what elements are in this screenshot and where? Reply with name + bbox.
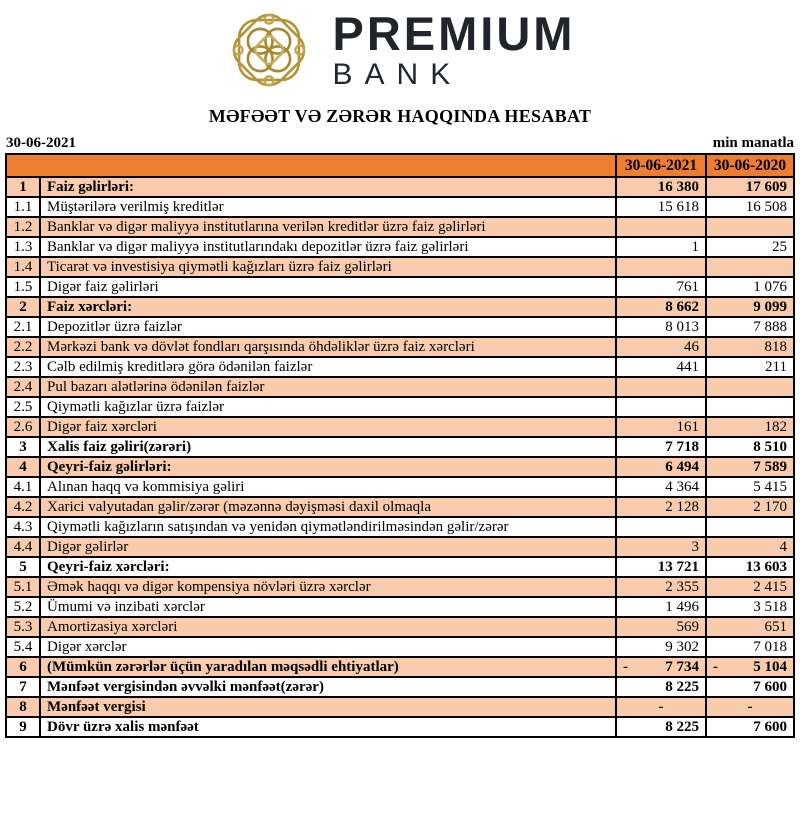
row-label: Ümumi və inzibati xərclər [40,597,616,617]
value-prior: 13 603 [706,557,794,577]
table-row [6,237,794,257]
value-prior: 17 609 [706,177,794,197]
row-number: 1.1 [6,197,40,217]
row-label: (Mümkün zərərlər üçün yaradılan məqsədli ehtiyatlar) [40,657,616,677]
value-current [616,517,706,537]
value-prior [706,257,794,277]
row-label: Xarici valyutadan gəlir/zərər (məzənnə dəyişməsi daxil olmaqla [40,497,616,517]
table-row [6,717,794,737]
row-label: Digər faiz gəlirləri [40,277,616,297]
value-current: 3 [616,537,706,557]
table-row [6,477,794,497]
row-number: 8 [6,697,40,717]
row-number: 1.3 [6,237,40,257]
table-row [6,197,794,217]
value-prior: 651 [706,617,794,637]
minus-sign: - [623,658,628,675]
table-row [6,637,794,657]
value-current: 8 662 [616,297,706,317]
value-prior: 818 [706,337,794,357]
report-meta-row [6,135,794,152]
value-prior: 16 508 [706,197,794,217]
row-label: Dövr üzrə xalis mənfəət [40,717,616,737]
row-number: 4 [6,457,40,477]
value-current: 761 [616,277,706,297]
row-label: Qeyri-faiz xərcləri: [40,557,616,577]
header-column-current: 30-06-2021 [616,154,706,177]
table-row [6,177,794,197]
value-current: 161 [616,417,706,437]
brand-subname: BANK [332,58,463,91]
row-label: Depozitlər üzrə faizlər [40,317,616,337]
value-current: - [616,697,706,717]
value-current: 8 013 [616,317,706,337]
row-number: 1.4 [6,257,40,277]
table-row [6,537,794,557]
value-current: 16 380 [616,177,706,197]
row-label: Mənfəət vergisi [40,697,616,717]
row-number: 4.3 [6,517,40,537]
row-number: 4.4 [6,537,40,557]
row-label: Banklar və digər maliyyə institutlarındakı depozitlər üzrə faiz gəlirləri [40,237,616,257]
table-row [6,397,794,417]
row-number: 7 [6,677,40,697]
value-prior: 8 510 [706,437,794,457]
table-row [6,217,794,237]
header-column-prior: 30-06-2020 [706,154,794,177]
row-label: Qiymətli kağızlar üzrə faizlər [40,397,616,417]
row-label: Müştərilərə verilmiş kreditlər [40,197,616,217]
unit-label: min manatla [712,135,794,151]
value-prior: 7 600 [706,717,794,737]
brand-name: PREMIUM [332,7,576,60]
value-current: 6 494 [616,457,706,477]
row-number: 2.1 [6,317,40,337]
table-row [6,297,794,317]
value-current [616,657,706,677]
value-current: 7 718 [616,437,706,457]
row-number: 6 [6,657,40,677]
header-spacer-cell [6,154,616,177]
value-prior: 211 [706,357,794,377]
value-prior [706,377,794,397]
brand-wordmark [332,7,576,91]
table-row [6,497,794,517]
row-number: 1 [6,177,40,197]
value-current: 569 [616,617,706,637]
value-current: 2 355 [616,577,706,597]
row-number: 2 [6,297,40,317]
table-row [6,377,794,397]
row-label: Xalis faiz gəliri(zərəri) [40,437,616,457]
row-number: 5 [6,557,40,577]
negative-value [713,659,787,676]
table-row [6,457,794,477]
row-label: Digər faiz xərcləri [40,417,616,437]
table-row [6,317,794,337]
row-number: 2.5 [6,397,40,417]
value-current: 8 225 [616,717,706,737]
row-label: Digər gəlirlər [40,537,616,557]
table-row [6,417,794,437]
negative-value [623,659,699,676]
row-number: 4.2 [6,497,40,517]
table-row [6,657,794,677]
value-prior: 7 589 [706,457,794,477]
row-label: Mərkəzi bank və dövlət fondları qarşısında öhdəliklər üzrə faiz xərcləri [40,337,616,357]
value-current: 15 618 [616,197,706,217]
value-prior: 2 415 [706,577,794,597]
table-row [6,617,794,637]
value-current: 46 [616,337,706,357]
row-label: Qeyri-faiz gəlirləri: [40,457,616,477]
table-row [6,517,794,537]
value-prior: 7 600 [706,677,794,697]
row-number: 1.2 [6,217,40,237]
value-prior [706,397,794,417]
value-current: 9 302 [616,637,706,657]
value-prior: 3 518 [706,597,794,617]
table-row [6,577,794,597]
value-current: 8 225 [616,677,706,697]
value-prior: 182 [706,417,794,437]
row-label: Amortizasiya xərcləri [40,617,616,637]
row-label: Banklar və digər maliyyə institutlarına verilən kreditlər üzrə faiz gəlirləri [40,217,616,237]
table-row [6,557,794,577]
row-number: 2.3 [6,357,40,377]
value-number: 5 104 [753,658,787,675]
value-current [616,217,706,237]
row-number: 5.2 [6,597,40,617]
row-label: Əmək haqqı və digər kompensiya növləri üzrə xərclər [40,577,616,597]
brand-header [5,3,795,97]
value-current [616,377,706,397]
report-date: 30-06-2021 [6,135,76,151]
report-title: MƏFƏƏT VƏ ZƏRƏR HAQQINDA HESABAT [208,106,592,126]
table-row [6,677,794,697]
row-label: Digər xərclər [40,637,616,657]
row-number: 5.4 [6,637,40,657]
row-label: Cəlb edilmiş kreditlərə görə ödənilən faizlər [40,357,616,377]
value-current: 13 721 [616,557,706,577]
value-prior: 9 099 [706,297,794,317]
row-number: 2.4 [6,377,40,397]
table-row [6,597,794,617]
table-row [6,697,794,717]
table-row [6,437,794,457]
value-prior: 7 888 [706,317,794,337]
table-row [6,257,794,277]
row-label: Faiz xərcləri: [40,297,616,317]
row-label: Ticarət və investisiya qiymətli kağızları üzrə faiz gəlirləri [40,257,616,277]
minus-sign: - [713,658,718,675]
row-number: 5.3 [6,617,40,637]
value-number: 7 734 [665,658,699,675]
value-prior: 4 [706,537,794,557]
table-row [6,357,794,377]
value-current [616,257,706,277]
table-row [6,277,794,297]
value-current: 441 [616,357,706,377]
value-prior: - [706,697,794,717]
row-label: Alınan haqq və kommisiya gəliri [40,477,616,497]
value-prior: 5 415 [706,477,794,497]
table-row [6,337,794,357]
value-prior [706,657,794,677]
row-label: Faiz gəlirləri: [40,177,616,197]
row-number: 2.6 [6,417,40,437]
value-prior [706,517,794,537]
row-number: 2.2 [6,337,40,357]
value-current: 1 496 [616,597,706,617]
table-header-row [6,154,794,177]
value-current [616,397,706,417]
value-prior: 1 076 [706,277,794,297]
value-current: 4 364 [616,477,706,497]
row-label: Pul bazarı alətlərinə ödənilən faizlər [40,377,616,397]
value-prior: 7 018 [706,637,794,657]
row-number: 4.1 [6,477,40,497]
value-prior: 2 170 [706,497,794,517]
row-number: 1.5 [6,277,40,297]
value-current: 2 128 [616,497,706,517]
value-prior [706,217,794,237]
row-label: Qiymətli kağızların satışından və yenidən qiymətləndirilməsindən gəlir/zərər [40,517,616,537]
row-number: 3 [6,437,40,457]
row-number: 5.1 [6,577,40,597]
row-label: Mənfəət vergisindən əvvəlki mənfəət(zərər) [40,677,616,697]
income-statement-table [5,153,795,738]
row-number: 9 [6,717,40,737]
value-current: 1 [616,237,706,257]
value-prior: 25 [706,237,794,257]
premium-bank-knot-icon [225,6,313,94]
